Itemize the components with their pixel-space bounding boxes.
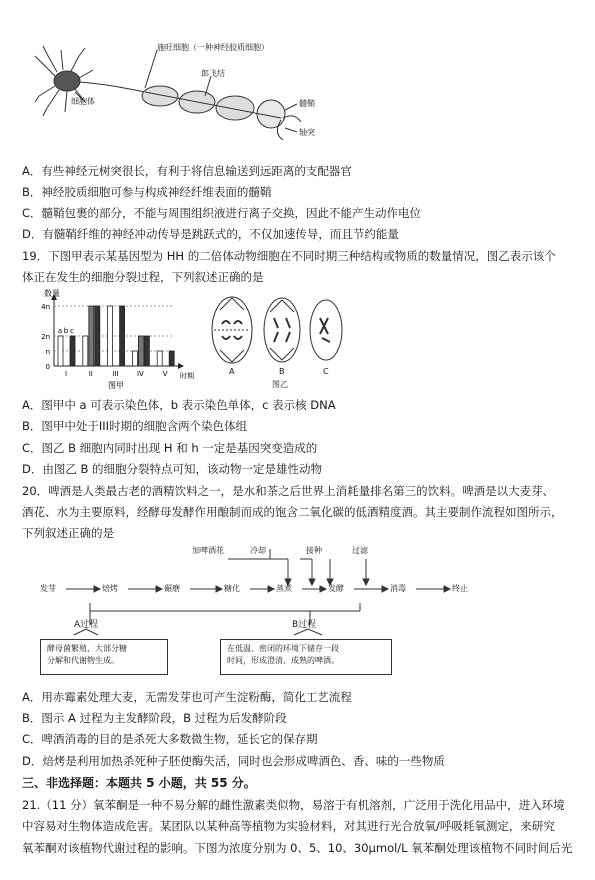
bar-c-IV <box>144 336 149 366</box>
section3-heading: 三、非选择题：本题共 5 小题，共 55 分。 <box>22 776 256 790</box>
q18-option-a: A．有些神经元树突很长，有利于将信息输送到远距离的支配器官 <box>22 164 352 178</box>
q21-line3: 氧苯酮对该植物代谢过程的影响。下图为浓度分别为 0、5、10、30μmol/L 氧苯酮处理该植物不同时间后光 <box>22 841 573 855</box>
q18-option-b: B．神经胶质细胞可参与构成神经纤维表面的髓鞘 <box>22 185 272 199</box>
label-myelin: 髓鞘 <box>299 99 315 108</box>
bar-c-V <box>169 351 174 366</box>
label-ranvier: 郎飞结 <box>201 69 225 78</box>
bar-c-II <box>95 306 100 366</box>
fig-yi-cell-a: A <box>229 367 235 376</box>
figure-jia-chart <box>26 288 206 392</box>
bar-a-II <box>83 336 88 366</box>
y-tick-label: 4n <box>41 303 50 311</box>
flow-top-inoculate: 接种 <box>306 546 322 555</box>
bar-a-V <box>157 351 162 366</box>
label-schwann: 施旺细胞（一种神经胶质细胞） <box>157 43 269 52</box>
brewing-flow-diagram <box>30 543 570 683</box>
q20-option-d: D．焙烤是利用加热杀死种子胚使酶失活，同时也会形成啤酒色、香、味的一些物质 <box>22 754 445 768</box>
bar-b-IV <box>138 336 143 366</box>
flow-step-sterilize: 消毒 <box>390 584 406 593</box>
series-label-b: b <box>63 327 69 335</box>
flow-step-germinate: 发芽 <box>40 584 56 593</box>
x-tick-label: IV <box>136 370 144 378</box>
series-label-c: c <box>70 327 74 335</box>
y-axis-label: 数量 <box>44 289 60 298</box>
flow-b-title: B过程 <box>292 620 317 630</box>
figure-yi <box>210 290 350 392</box>
q20-option-a: A．用赤霉素处理大麦，无需发芽也可产生淀粉酶，简化工艺流程 <box>22 690 352 704</box>
x-tick-label: II <box>88 370 93 378</box>
q19-option-a: A．图甲中 a 可表示染色体，b 表示染色单体，c 表示核 DNA <box>22 398 336 412</box>
neuron-figure <box>35 36 335 156</box>
flow-step-grind: 碾磨 <box>164 584 180 593</box>
x-tick-label: I <box>64 370 68 378</box>
bar-c-I <box>70 336 75 366</box>
bar-a-I <box>58 336 63 366</box>
x-tick-label: V <box>162 370 168 378</box>
q19-option-d: D．由图乙 B 的细胞分裂特点可知，该动物一定是雄性动物 <box>22 462 323 476</box>
y-tick-label: 2n <box>41 333 50 341</box>
chart-title: 图甲 <box>108 381 124 390</box>
flow-top-filter: 过滤 <box>352 546 368 555</box>
q21-line2: 中容易对生物体造成危害。某团队以某种高等植物为实验材料，对其进行光合放氧/呼吸耗氧测定，来研究 <box>22 819 555 833</box>
bar-a-III <box>108 306 113 366</box>
flow-step-saccharify: 糖化 <box>224 584 240 593</box>
q20-option-c: C．啤酒消毒的目的是杀死大多数微生物，延长它的保存期 <box>22 732 318 746</box>
figure-jia <box>26 288 206 392</box>
y-tick-label: 0 <box>45 363 50 371</box>
fig-yi-cell-b: B <box>279 367 285 376</box>
q18-option-c: C．髓鞘包裹的部分，不能与周围组织液进行离子交换，因此不能产生动作电位 <box>22 206 422 220</box>
flow-top-hops: 加啤酒花 <box>192 546 224 555</box>
flow-step-bake: 焙烤 <box>102 584 118 593</box>
label-cell-body: 细胞体 <box>71 97 95 106</box>
y-tick-label: n <box>45 348 50 356</box>
flow-b-box <box>220 639 392 675</box>
bar-c-III <box>120 306 125 366</box>
x-axis-arrow <box>178 363 184 369</box>
q21-line1: 21.（11 分）氧苯酮是一种不易分解的雌性激素类似物，易溶于有机溶剂，广泛用于洗化用品中，进入环境 <box>22 798 565 812</box>
series-label-a: a <box>57 327 63 335</box>
fig-yi-cell-c: C <box>323 367 329 376</box>
q20-stem-line1: 20．啤酒是人类最古老的酒精饮料之一，是水和茶之后世界上消耗量排名第三的饮料。啤酒是以大麦芽、 <box>22 484 555 498</box>
flow-step-ferment: 发酵 <box>328 584 344 593</box>
flow-b-box-line2: 时间，形成澄清、成熟的啤酒。 <box>227 656 339 665</box>
q19-option-b: B．图甲中处于III时期的细胞含两个染色体组 <box>22 419 248 433</box>
flow-b-box-line1: 在低温、密闭的环境下储存一段 <box>227 644 339 653</box>
flow-step-boil: 蒸煮 <box>276 584 292 593</box>
flow-a-box-line1: 酵母菌繁殖，大部分糖 <box>47 644 127 653</box>
flow-step-end: 终止 <box>452 584 468 593</box>
q20-option-b: B．图示 A 过程为主发酵阶段，B 过程为后发酵阶段 <box>22 711 287 725</box>
flow-top-cool: 冷却 <box>250 546 266 555</box>
q19-option-c: C．图乙 B 细胞内同时出现 H 和 h 一定是基因突变造成的 <box>22 441 318 455</box>
fig-yi-title: 图乙 <box>272 380 288 389</box>
x-tick-label: III <box>112 370 119 378</box>
flow-a-title: A过程 <box>74 620 99 630</box>
label-synapse: 轴突 <box>299 128 315 137</box>
bar-a-IV <box>132 351 137 366</box>
flow-a-box-line2: 分解和代谢物生成。 <box>47 656 119 665</box>
q20-stem-line2: 酒花、水为主要原料，经酵母发酵作用酿制而成的饱含二氧化碳的低酒精度酒。其主要制作流程如图所示， <box>22 505 563 519</box>
x-axis-label: 时期 <box>180 372 194 380</box>
bar-b-II <box>89 306 94 366</box>
flow-a-box <box>40 639 168 675</box>
q20-stem-line3: 下列叙述正确的是 <box>22 526 114 540</box>
q18-option-d: D．有髓鞘纤维的神经冲动传导是跳跃式的，不仅加速传导，而且节约能量 <box>22 227 399 241</box>
q19-stem-line1: 19．下图甲表示某基因型为 HH 的二倍体动物细胞在不同时期三种结构或物质的数量情况，图乙表示该个 <box>22 249 556 263</box>
q19-stem-line2: 体正在发生的细胞分裂过程，下列叙述正确的是 <box>22 270 264 284</box>
